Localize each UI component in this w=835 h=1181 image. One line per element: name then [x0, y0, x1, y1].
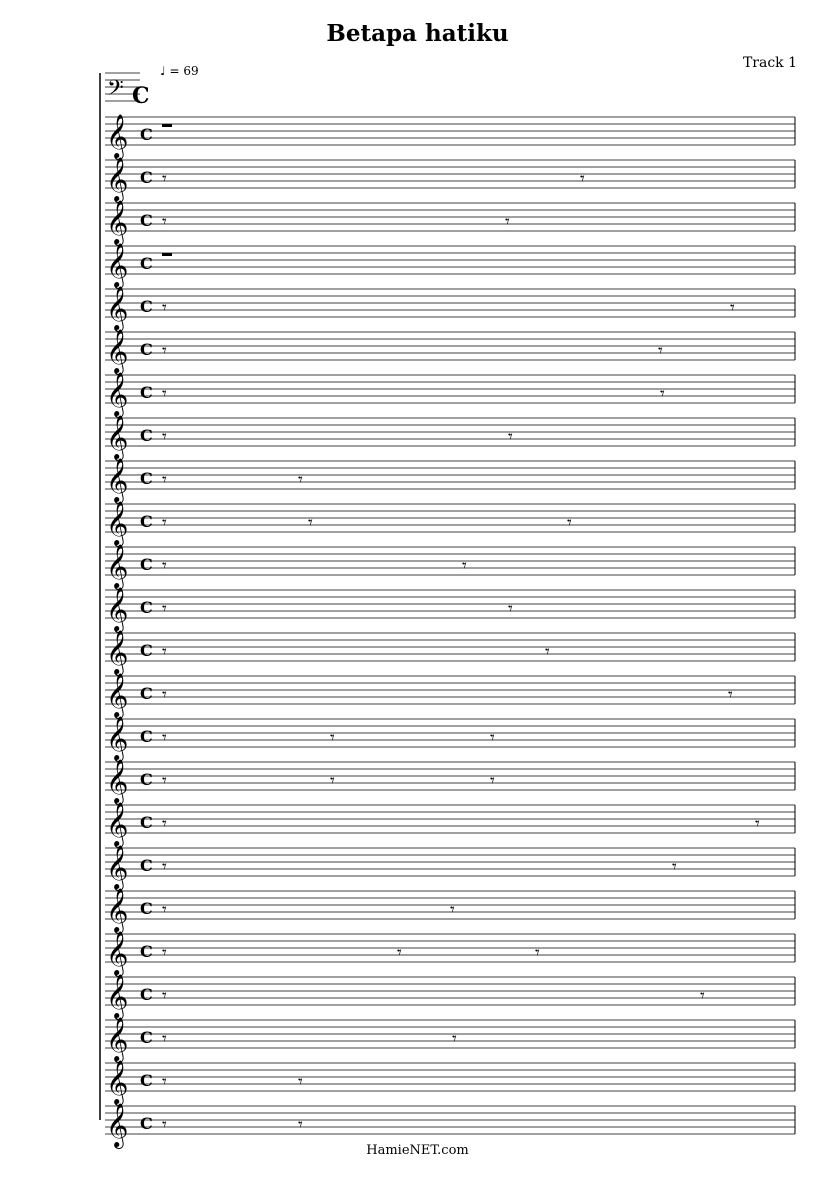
treble-clef-icon: 𝄞	[106, 845, 129, 889]
rest-icon: 𝄾	[730, 297, 735, 319]
rest-icon: 𝄾	[298, 1071, 303, 1093]
treble-clef-icon: 𝄞	[106, 759, 129, 803]
music-staff	[105, 243, 795, 289]
rest-icon: 𝄾	[330, 770, 335, 792]
rest-icon: 𝄾	[162, 426, 167, 448]
time-signature: C	[140, 684, 153, 703]
treble-clef-icon: 𝄞	[106, 1103, 129, 1147]
rest-icon: 𝄾	[162, 340, 167, 362]
music-staff	[105, 1060, 795, 1106]
treble-clef-icon: 𝄞	[106, 587, 129, 631]
treble-clef-icon: 𝄞	[106, 243, 129, 287]
music-staff	[105, 415, 795, 461]
rest-icon: 𝄾	[450, 899, 455, 921]
music-staff	[105, 1017, 795, 1063]
music-staff	[105, 974, 795, 1020]
time-signature: C	[140, 942, 153, 961]
time-signature: C	[132, 83, 150, 109]
rest-icon: 𝄾	[580, 168, 585, 190]
treble-clef-icon: 𝄞	[106, 157, 129, 201]
rest-icon: 𝄾	[330, 727, 335, 749]
time-signature: C	[140, 598, 153, 617]
music-staff	[105, 501, 795, 547]
music-staff	[105, 114, 795, 160]
music-staff	[105, 372, 795, 418]
time-signature: C	[140, 125, 153, 144]
music-staff	[105, 286, 795, 332]
time-signature: C	[140, 383, 153, 402]
rest-icon: 𝄾	[462, 555, 467, 577]
time-signature: C	[140, 856, 153, 875]
rest-icon: 𝄾	[162, 684, 167, 706]
rest-icon: 𝄾	[298, 1114, 303, 1136]
rest-icon: 𝄾	[162, 598, 167, 620]
music-staff	[105, 931, 795, 977]
time-signature: C	[140, 727, 153, 746]
rest-icon: 𝄾	[672, 856, 677, 878]
rest-icon: 𝄾	[490, 770, 495, 792]
treble-clef-icon: 𝄞	[106, 802, 129, 846]
treble-clef-icon: 𝄞	[106, 1060, 129, 1104]
rest-icon: 𝄾	[162, 856, 167, 878]
time-signature: C	[140, 469, 153, 488]
music-staff	[105, 802, 795, 848]
time-signature: C	[140, 1028, 153, 1047]
rest-icon: 𝄾	[162, 383, 167, 405]
rest-icon: 𝄾	[162, 985, 167, 1007]
rest-icon: 𝄾	[452, 1028, 457, 1050]
bass-clef-icon: 𝄢	[107, 76, 124, 106]
score-title: Betapa hatiku	[326, 20, 509, 47]
music-staff	[105, 673, 795, 719]
rest-icon: 𝄾	[545, 641, 550, 663]
time-signature: C	[140, 899, 153, 918]
music-staff	[105, 845, 795, 891]
rest-icon: 𝄾	[162, 899, 167, 921]
treble-clef-icon: 𝄞	[106, 931, 129, 975]
rest-icon: 𝄾	[162, 770, 167, 792]
rest-icon: 𝄾	[535, 942, 540, 964]
rest-icon: 𝄾	[308, 512, 313, 534]
treble-clef-icon: 𝄞	[106, 286, 129, 330]
rest-icon: 𝄾	[162, 727, 167, 749]
music-staff	[105, 716, 795, 762]
music-staff	[105, 73, 150, 109]
treble-clef-icon: 𝄞	[106, 630, 129, 674]
music-staff	[105, 759, 795, 805]
rest-icon: 𝄾	[567, 512, 572, 534]
music-staff	[105, 200, 795, 246]
rest-icon: 𝄾	[162, 297, 167, 319]
music-staff	[105, 630, 795, 676]
footer-credit: HamieNET.com	[366, 1143, 469, 1158]
treble-clef-icon: 𝄞	[106, 114, 129, 158]
time-signature: C	[140, 254, 153, 273]
treble-clef-icon: 𝄞	[106, 372, 129, 416]
rest-icon: 𝄾	[162, 813, 167, 835]
rest-icon: 𝄾	[658, 340, 663, 362]
time-signature: C	[140, 813, 153, 832]
rest-icon: 𝄾	[660, 383, 665, 405]
rest-icon: 𝄾	[162, 942, 167, 964]
whole-rest-icon	[162, 124, 172, 127]
rest-icon: 𝄾	[508, 598, 513, 620]
rest-icon: 𝄾	[162, 1071, 167, 1093]
music-staff	[105, 157, 795, 203]
rest-icon: 𝄾	[490, 727, 495, 749]
treble-clef-icon: 𝄞	[106, 458, 129, 502]
rest-icon: 𝄾	[700, 985, 705, 1007]
treble-clef-icon: 𝄞	[106, 501, 129, 545]
time-signature: C	[140, 641, 153, 660]
music-staff	[105, 888, 795, 934]
time-signature: C	[140, 985, 153, 1004]
treble-clef-icon: 𝄞	[106, 974, 129, 1018]
time-signature: C	[140, 512, 153, 531]
rest-icon: 𝄾	[728, 684, 733, 706]
music-staff	[105, 329, 795, 375]
rest-icon: 𝄾	[505, 211, 510, 233]
rest-icon: 𝄾	[508, 426, 513, 448]
time-signature: C	[140, 211, 153, 230]
treble-clef-icon: 𝄞	[106, 200, 129, 244]
time-signature: C	[140, 168, 153, 187]
rest-icon: 𝄾	[162, 168, 167, 190]
rest-icon: 𝄾	[162, 469, 167, 491]
time-signature: C	[140, 770, 153, 789]
treble-clef-icon: 𝄞	[106, 1017, 129, 1061]
treble-clef-icon: 𝄞	[106, 415, 129, 459]
time-signature: C	[140, 297, 153, 316]
music-staff	[105, 544, 795, 590]
track-label: Track 1	[742, 55, 797, 71]
rest-icon: 𝄾	[162, 1028, 167, 1050]
treble-clef-icon: 𝄞	[106, 673, 129, 717]
time-signature: C	[140, 340, 153, 359]
quarter-note-icon: ♩	[160, 64, 166, 78]
music-staff	[105, 458, 795, 504]
rest-icon: 𝄾	[162, 555, 167, 577]
treble-clef-icon: 𝄞	[106, 329, 129, 373]
tempo-value: = 69	[169, 64, 199, 78]
time-signature: C	[140, 426, 153, 445]
time-signature: C	[140, 555, 153, 574]
treble-clef-icon: 𝄞	[106, 716, 129, 760]
rest-icon: 𝄾	[162, 641, 167, 663]
time-signature: C	[140, 1071, 153, 1090]
rest-icon: 𝄾	[298, 469, 303, 491]
whole-rest-icon	[162, 253, 172, 256]
rest-icon: 𝄾	[397, 942, 402, 964]
music-staff	[105, 587, 795, 633]
treble-clef-icon: 𝄞	[106, 544, 129, 588]
time-signature: C	[140, 1114, 153, 1133]
rest-icon: 𝄾	[755, 813, 760, 835]
treble-clef-icon: 𝄞	[106, 888, 129, 932]
rest-icon: 𝄾	[162, 512, 167, 534]
rest-icon: 𝄾	[162, 1114, 167, 1136]
rest-icon: 𝄾	[162, 211, 167, 233]
